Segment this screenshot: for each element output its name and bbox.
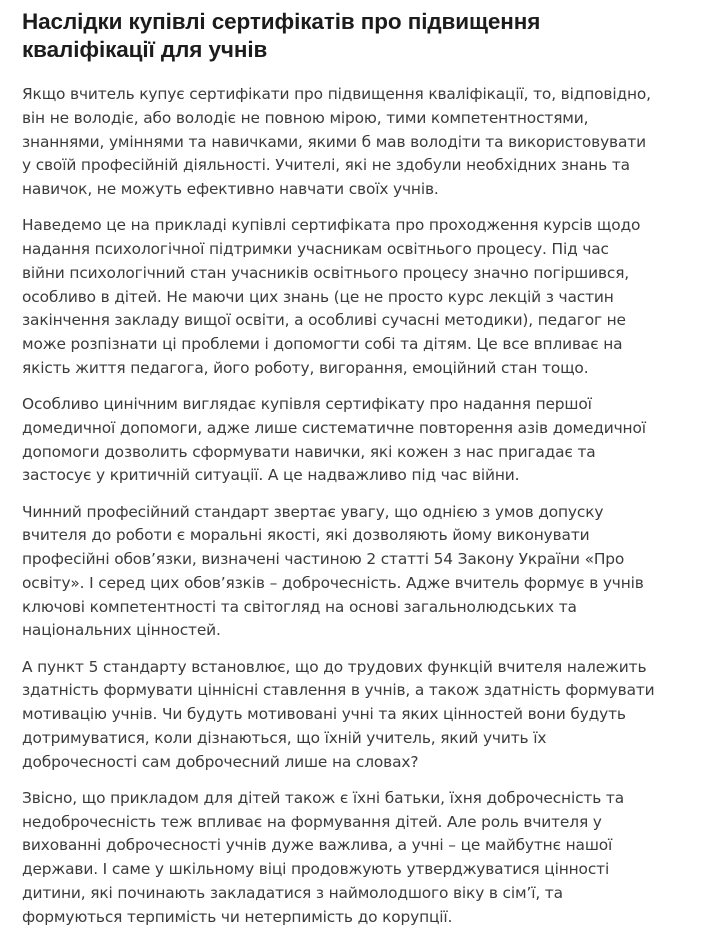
text-line: знаннями, уміннями та навичками, якими б мав володіти та використовувати — [22, 132, 646, 151]
text-line: він не володіє, або володіє не повною мірою, тими компетентностями, — [22, 108, 589, 127]
text-line: вчителя до роботи є моральні якості, які дозволяють йому виконувати — [22, 526, 590, 545]
text-line: недоброчесність теж впливає на формування дітей. Але роль вчителя у — [22, 812, 602, 831]
text-line: Наведемо це на прикладі купівлі сертифіката про проходження курсів щодо — [22, 216, 641, 235]
text-line: держави. І саме у шкільному віці продовжують утверджуватися цінності — [22, 860, 610, 878]
text-line: Особливо цинічним виглядає купівля сертифікату про надання першої — [22, 395, 592, 413]
text-line: надання психологічної підтримки учасникам освітнього процесу. Під час — [22, 240, 609, 258]
text-line: Чинний професійний стандарт звертає увагу, що однією з умов допуску — [22, 502, 604, 521]
text-line: мотивацію учнів. Чи будуть мотивовані учні та яких цінностей вони будуть — [22, 705, 626, 723]
article-title-line: Наслідки купівлі сертифікатів про підвищення — [22, 9, 541, 34]
text-line: якість життя педагога, його роботу, вигорання, емоційний стан тощо. — [22, 358, 589, 377]
text-line: ключові компетентності та світогляд на основі загальнолюдських та — [22, 597, 577, 616]
paragraph-4 — [22, 501, 722, 644]
text-line: дотримуватися, коли дізнаються, що їхній учитель, який учить їх — [22, 728, 547, 747]
text-line: домедичної допомоги, адже лише систематичне повторення азів домедичної — [22, 418, 646, 437]
text-line: у своїй професійній діяльності. Учителі, які не здобули необхідних знань та — [22, 156, 630, 175]
text-line: А пункт 5 стандарту встановлює, що до трудових функцій вчителя належить — [22, 657, 647, 676]
text-line: застосує у критичній ситуації. А це надважливо під час війни. — [22, 466, 520, 485]
text-line: доброчесності сам доброчесний лише на словах? — [22, 752, 419, 771]
text-line: здатність формувати ціннісні ставлення в учнів, а також здатність формувати — [22, 681, 655, 700]
article-title-line: кваліфікації для учнів — [22, 37, 268, 62]
text-line: допомоги дозволить сформувати навички, які кожен з нас пригадає та — [22, 442, 596, 461]
text-line: вихованні доброчесності учнів дуже важлива, а учні – це майбутнє нашої — [22, 836, 613, 855]
text-line: може розпізнати ці проблеми і допомогти собі та дітям. Це все впливає на — [22, 335, 623, 353]
paragraph-6 — [22, 787, 722, 930]
paragraph-3 — [22, 393, 722, 488]
text-line: Якщо вчитель купує сертифікати про підвищення кваліфікації, то, відповідно, — [22, 85, 651, 103]
text-line: навичок, не можуть ефективно навчати своїх учнів. — [22, 180, 439, 198]
text-line: професійні обов’язки, визначені частиною 2 статті 54 Закону України «Про — [22, 550, 625, 568]
text-line: дитини, які починають закладатися з наймолодшого віку в сім’ї, та — [22, 883, 563, 902]
article — [22, 8, 722, 942]
text-line: освіту». І серед цих обов’язків – доброчесність. Адже вчитель формує в учнів — [22, 573, 644, 592]
paragraph-2 — [22, 214, 722, 380]
text-line: особливо в дітей. Не маючи цих знань (це не просто курс лекцій з частин — [22, 287, 614, 306]
paragraph-5 — [22, 656, 722, 775]
text-line: війни психологічний стан учасників освітнього процесу значно погіршився, — [22, 263, 630, 282]
paragraph-1 — [22, 83, 722, 202]
article-title — [22, 8, 722, 64]
text-line: формуються терпимість чи нетерпимість до корупції. — [22, 907, 453, 926]
text-line: закінчення закладу вищої освіти, а особливі сучасні методики), педагог не — [22, 311, 626, 330]
text-line: Звісно, що прикладом для дітей також є їхні батьки, їхня доброчесність та — [22, 788, 624, 807]
text-line: національних цінностей. — [22, 621, 221, 640]
